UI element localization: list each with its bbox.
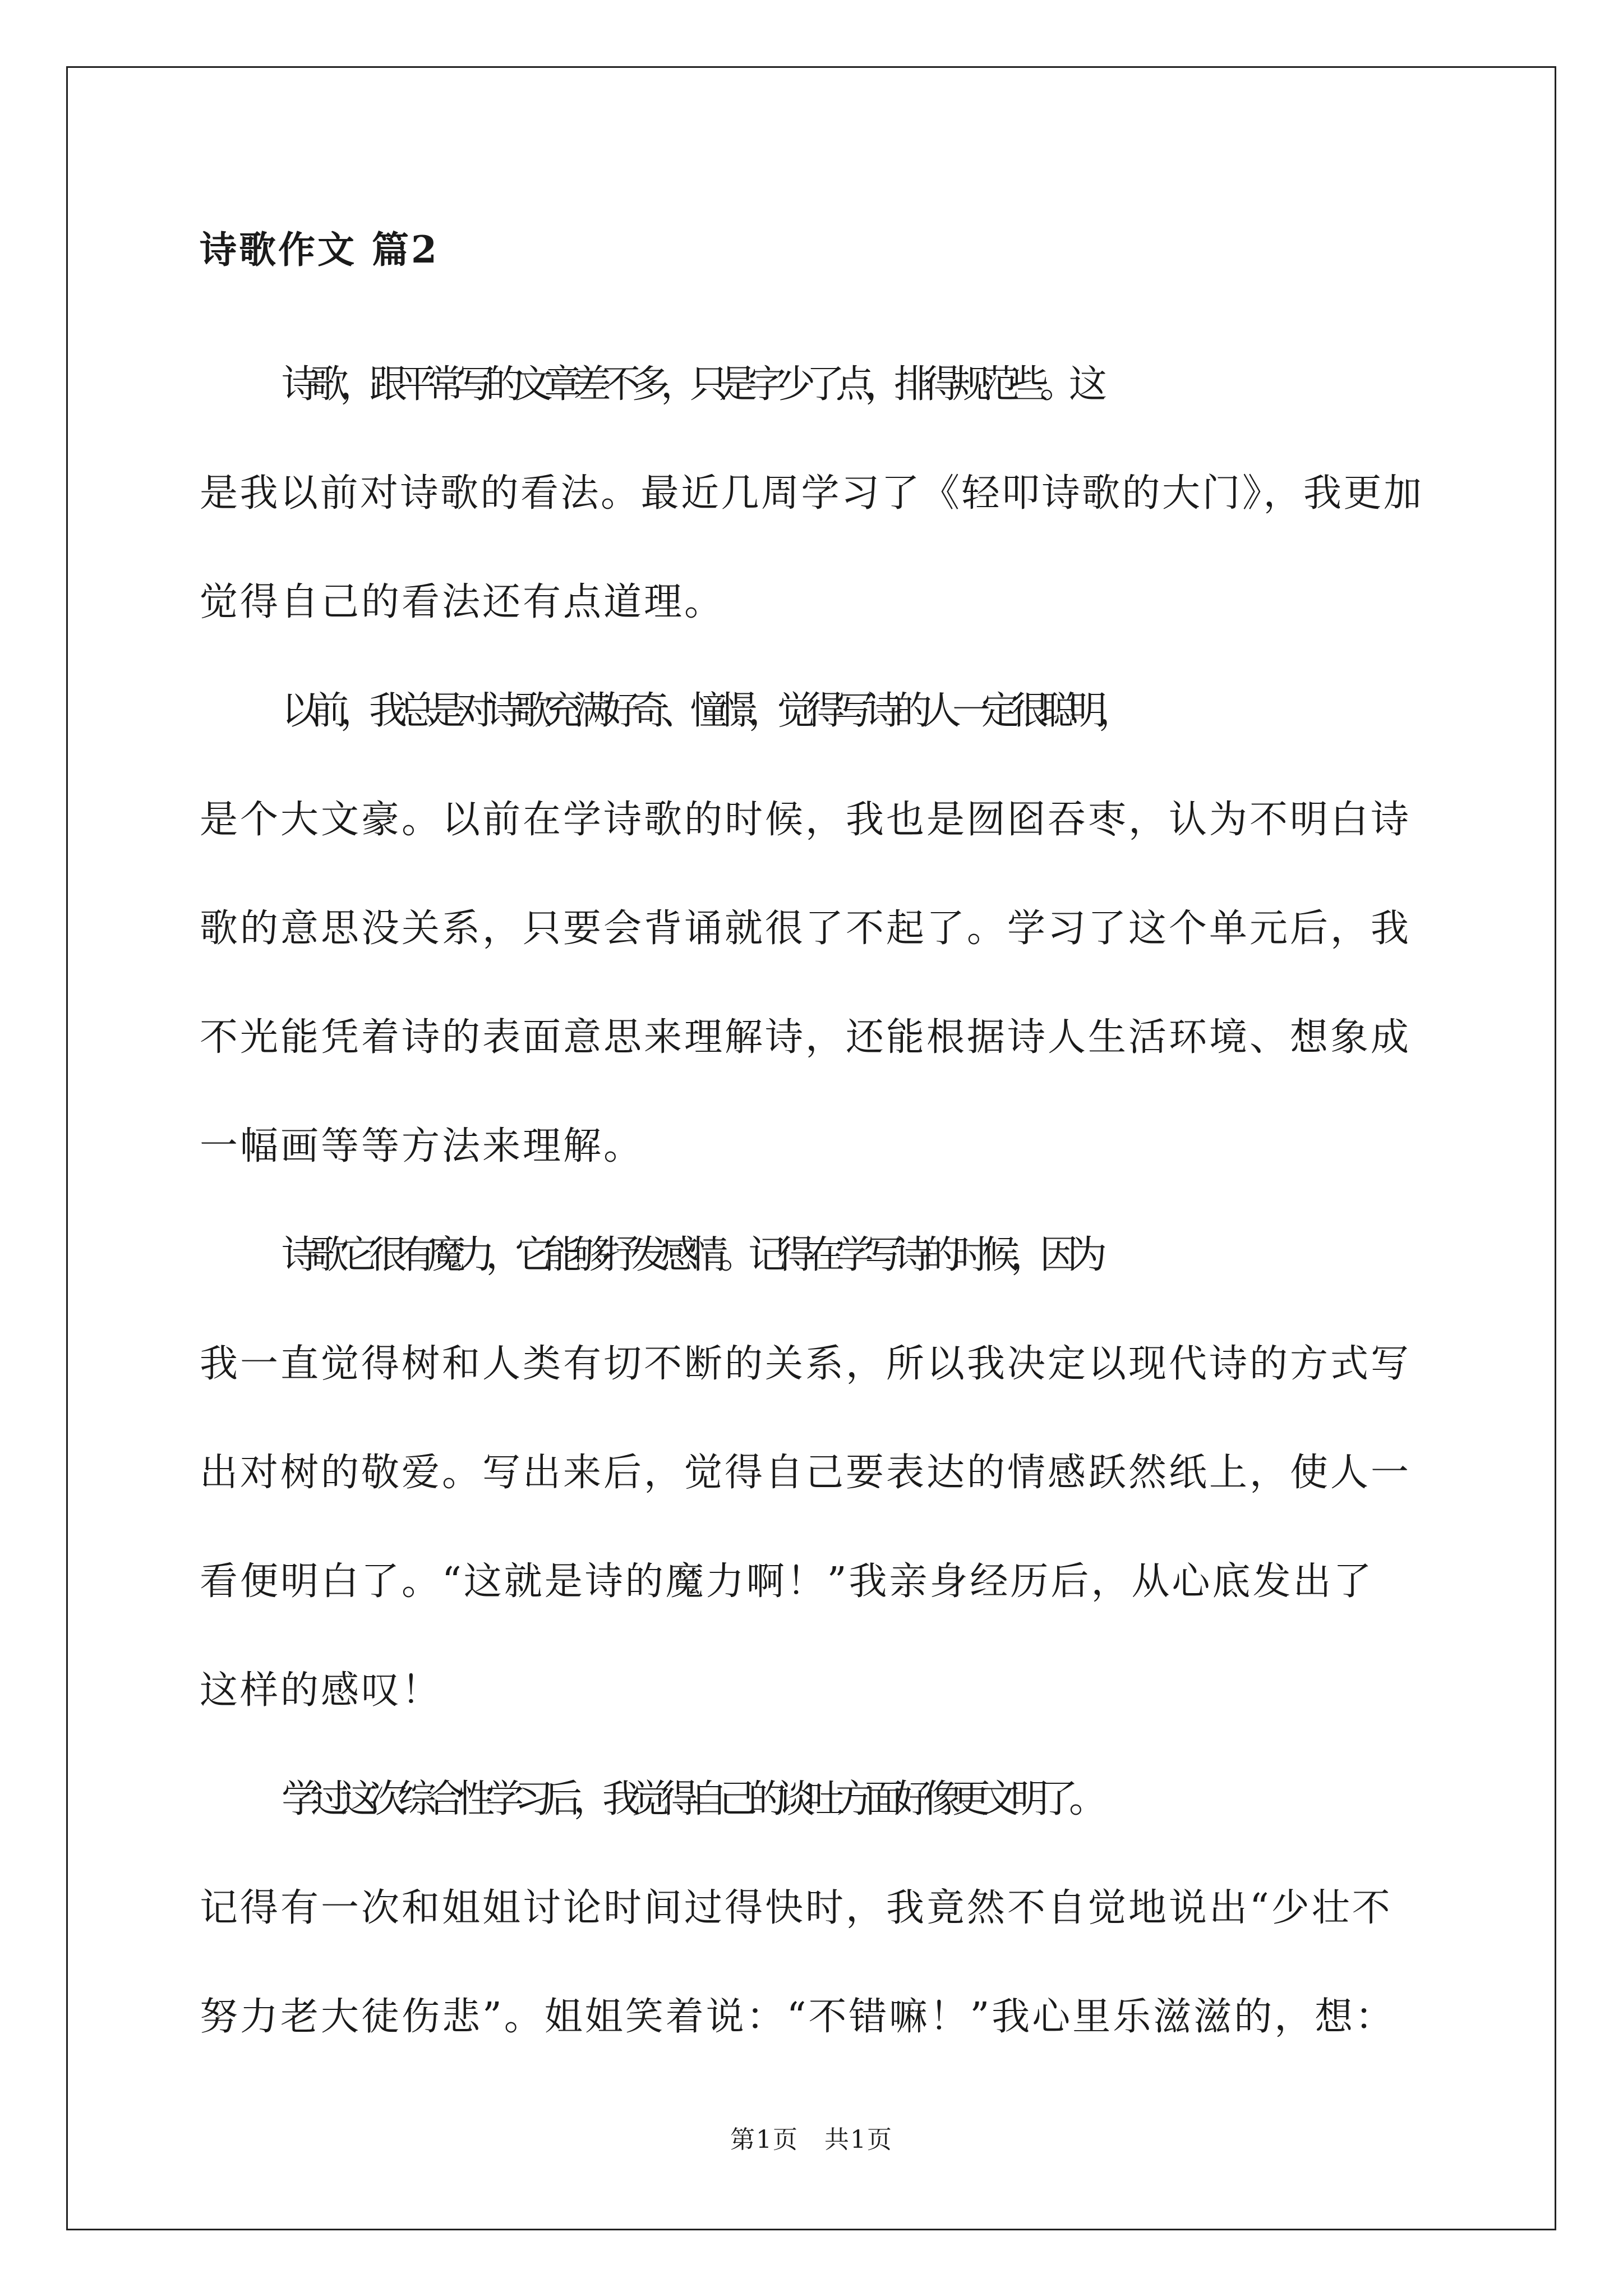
text-line: 努力老大徒伤悲”。姐姐笑着说：“不错嘛！”我心里乐滋滋的，想： — [200, 1995, 1396, 2039]
paragraph-4 — [200, 1745, 1428, 2072]
text-line: 是我以前对诗歌的看法。最近几周学习了《轻叩诗歌的大门》，我更加 — [200, 471, 1424, 516]
text-line: 我一直觉得树和人类有切不断的关系，所以我决定以现代诗的方式写 — [200, 1342, 1412, 1386]
text-line: 诗歌，跟平常写的文章差不多，只是字少了点，排得规范些。这 — [282, 362, 1099, 407]
text-line: 不光能凭着诗的表面意思来理解诗，还能根据诗人生活环境、想象成 — [200, 1015, 1412, 1060]
text-line: 一幅画等等方法来理解。 — [200, 1124, 644, 1168]
text-line: 出对树的敬爱。写出来后，觉得自己要表达的情感跃然纸上，使人一 — [200, 1451, 1412, 1495]
paragraph-3 — [200, 1201, 1428, 1745]
text-line: 这样的感叹！ — [200, 1668, 442, 1713]
paragraph-2 — [200, 657, 1428, 1201]
text-line: 觉得自己的看法还有点道理。 — [200, 580, 725, 624]
text-line: 是个大文豪。以前在学诗歌的时候，我也是囫囵吞枣，认为不明白诗 — [200, 798, 1412, 842]
text-line: 记得有一次和姐姐讨论时间过得快时，我竟然不自觉地说出“少壮不 — [200, 1886, 1393, 1930]
document-title: 诗歌作文 篇2 — [200, 228, 439, 272]
text-line: 看便明白了。“这就是诗的魔力啊！”我亲身经历后，从心底发出了 — [200, 1559, 1374, 1604]
paragraph-1 — [200, 330, 1428, 657]
text-line: 学过这次综合性学习后，我觉得自己的谈吐方面好像更文明了。 — [282, 1777, 1099, 1821]
document-body — [200, 222, 1428, 2072]
text-line: 歌的意思没关系，只要会背诵就很了不起了。学习了这个单元后，我 — [200, 907, 1412, 951]
text-line: 以前，我总是对诗歌充满好奇、憧憬，觉得写诗的人一定很聪明， — [282, 689, 1128, 733]
page-footer: 第1页 共1页 — [730, 2125, 893, 2154]
text-line: 诗歌它很有魔力，它能够抒发感情。记得在学写诗的时候，因为 — [282, 1233, 1099, 1277]
